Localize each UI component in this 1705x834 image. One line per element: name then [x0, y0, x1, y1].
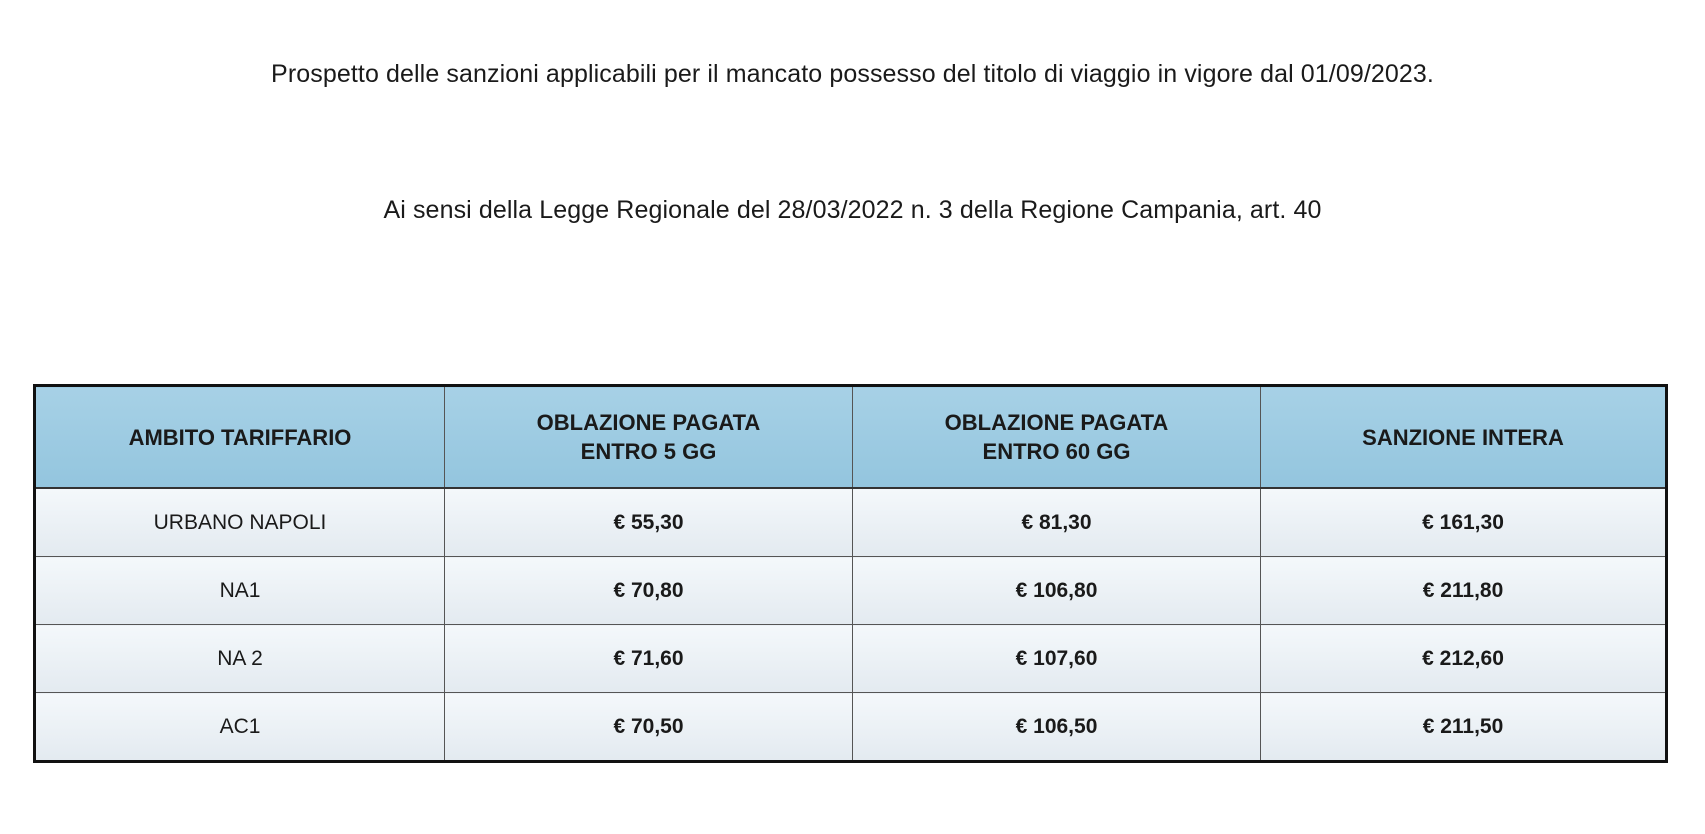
table-row	[35, 625, 1667, 693]
header-oblazione-5gg	[445, 386, 853, 489]
header-label: OBLAZIONE PAGATA	[536, 410, 761, 435]
cell-oblazione-60gg: € 107,60	[853, 625, 1261, 693]
cell-ambito: URBANO NAPOLI	[35, 488, 445, 557]
header-label: AMBITO TARIFFARIO	[128, 424, 352, 450]
legal-reference: Ai sensi della Legge Regionale del 28/03/2022 n. 3 della Regione Campania, art. 40	[383, 196, 1322, 224]
cell-oblazione-60gg: € 106,50	[853, 693, 1261, 762]
header-label: OBLAZIONE PAGATA	[944, 410, 1169, 435]
cell-sanzione-intera: € 211,80	[1261, 557, 1667, 625]
header-sanzione-intera	[1261, 386, 1667, 489]
cell-oblazione-60gg: € 106,80	[853, 557, 1261, 625]
sanctions-table	[33, 384, 1668, 763]
table-row	[35, 557, 1667, 625]
cell-sanzione-intera: € 211,50	[1261, 693, 1667, 762]
sanctions-table-container	[33, 384, 1668, 763]
header-ambito-tariffario	[35, 386, 445, 489]
cell-oblazione-5gg: € 70,80	[445, 557, 853, 625]
header-oblazione-60gg	[853, 386, 1261, 489]
table-row	[35, 693, 1667, 762]
document-title: Prospetto delle sanzioni applicabili per il mancato possesso del titolo di viaggio in vigore dal 01/09/2023.	[271, 60, 1434, 88]
cell-sanzione-intera: € 161,30	[1261, 488, 1667, 557]
cell-oblazione-5gg: € 71,60	[445, 625, 853, 693]
cell-ambito: AC1	[35, 693, 445, 762]
cell-oblazione-5gg: € 70,50	[445, 693, 853, 762]
cell-ambito: NA1	[35, 557, 445, 625]
table-header-row	[35, 386, 1667, 489]
header-label-sub: ENTRO 5 GG	[580, 439, 717, 464]
cell-oblazione-5gg: € 55,30	[445, 488, 853, 557]
cell-oblazione-60gg: € 81,30	[853, 488, 1261, 557]
cell-ambito: NA 2	[35, 625, 445, 693]
cell-sanzione-intera: € 212,60	[1261, 625, 1667, 693]
header-label-sub: ENTRO 60 GG	[982, 439, 1131, 464]
table-row	[35, 488, 1667, 557]
header-label: SANZIONE INTERA	[1362, 424, 1564, 450]
